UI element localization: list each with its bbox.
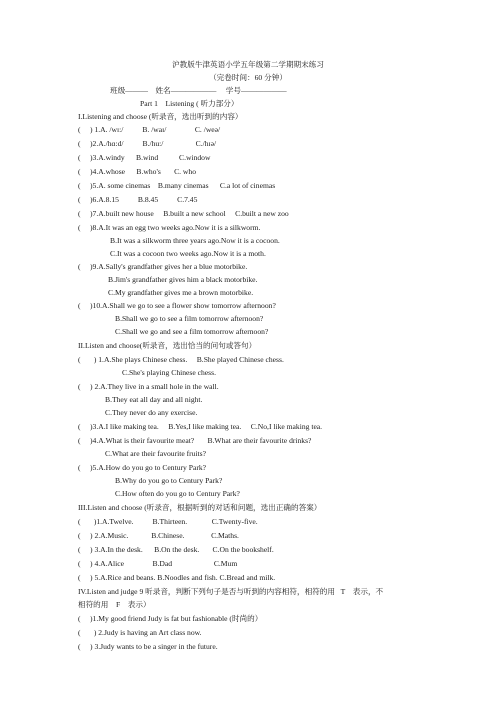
option-line: B.Jim's grandfather gives him a black motorbike. (108, 275, 258, 284)
question-line: ( ) 2.A.They live in a small hole in the wall. (78, 382, 219, 391)
section-1-title: I.Listening and choose (听录音，选出听到的内容） (78, 112, 243, 121)
question-line: ( )1.A.Twelve. B.Thirteen. C.Twenty-five. (78, 517, 258, 526)
question-line: ( )5.A. some cinemas B.many cinemas C.a lot of cinemas (78, 181, 276, 190)
question-line: ( ) 2.Judy is having an Art class now. (78, 628, 202, 637)
question-line: ( ) 2.A.Music. B.Chinese. C.Maths. (78, 531, 239, 540)
worksheet-title: 沪教版牛津英语小学五年级第二学期期末练习 (172, 60, 324, 69)
section-4-title: IV.Listen and judge 9 听录音，判断下列句子是否与听到的内容相符，相符的用 T 表示，不 (78, 587, 384, 596)
question-line: ( )1.My good friend Judy is fat but fashionable (时尚的） (78, 614, 263, 623)
question-line: ( ) 1.A.She plays Chinese chess. B.She played Chinese chess. (78, 355, 284, 364)
question-line: ( ) 1.A. /wɪ:/ B. /waɪ/ C. /weə/ (78, 125, 221, 134)
option-line: B.They eat all day and all night. (105, 395, 203, 404)
option-line: C.My grandfather gives me a brown motorbike. (108, 288, 254, 297)
question-line: ( )9.A.Sally's grandfather gives her a blue motorbike. (78, 262, 248, 271)
section-3-title: III.Listen and choose (听录音，根据听到的对话和问题，选出正确的答案） (78, 503, 322, 512)
question-line: ( )6.A.8.15 B.8.45 C.7.45 (78, 195, 198, 204)
part-title: Part 1 Listening ( 听力部分） (140, 99, 239, 108)
question-line: ( )2.A./hɑ:d/ B./hu:/ C./hɪə/ (78, 139, 217, 148)
question-line: ( ) 5.A.Rice and beans. B.Noodles and fish. C.Bread and milk. (78, 573, 276, 582)
question-line: ( ) 4.A.Alice B.Dad C.Mum (78, 559, 238, 568)
section-2-title: II.Listen and choose(听录音，选出恰当的问句或答句） (78, 341, 257, 350)
question-line: ( )4.A.What is their favourite meat? B.What are their favourite drinks? (78, 436, 312, 445)
question-line: ( )3.A.windy B.wind C.window (78, 153, 211, 162)
option-line: C.What are their favourite fruits? (105, 449, 206, 458)
student-info-line: 班级——— 姓名—————— 学号—————— (110, 86, 287, 95)
option-line: B.It was a silkworm three years ago.Now it is a cocoon. (110, 236, 280, 245)
time-limit: （完卷时间：60 分钟） (209, 73, 287, 82)
question-line: ( )7.A.built new house B.built a new school C.built a new zoo (78, 209, 289, 218)
option-line: B.Shall we go to see a film tomorrow afternoon? (115, 314, 264, 323)
question-line: ( ) 3.Judy wants to be a singer in the future. (78, 642, 218, 651)
option-line: C.She's playing Chinese chess. (122, 368, 216, 377)
question-line: ( ) 3.A.In the desk. B.On the desk. C.On the bookshelf. (78, 545, 274, 554)
option-line: C.It was a cocoon two weeks ago.Now it is a moth. (110, 249, 266, 258)
question-line: ( )10.A.Shall we go to see a flower show tomorrow afternoon? (78, 301, 276, 310)
option-line: C.Shall we go and see a film tomorrow afternoon? (115, 327, 269, 336)
section-4-title-cont: 相符的用 F 表示） (78, 600, 151, 609)
option-line: B.Why do you go to Century Park? (115, 476, 223, 485)
question-line: ( )3.A.I like making tea. B.Yes,I like making tea. C.No,I like making tea. (78, 422, 323, 431)
question-line: ( )5.A.How do you go to Century Park? (78, 463, 207, 472)
question-line: ( )4.A.whose B.who's C. who (78, 167, 197, 176)
option-line: C.How often do you go to Century Park? (115, 489, 240, 498)
question-line: ( )8.A.It was an egg two weeks ago.Now it is a silkworm. (78, 223, 261, 232)
option-line: C.They never do any exercise. (105, 408, 198, 417)
